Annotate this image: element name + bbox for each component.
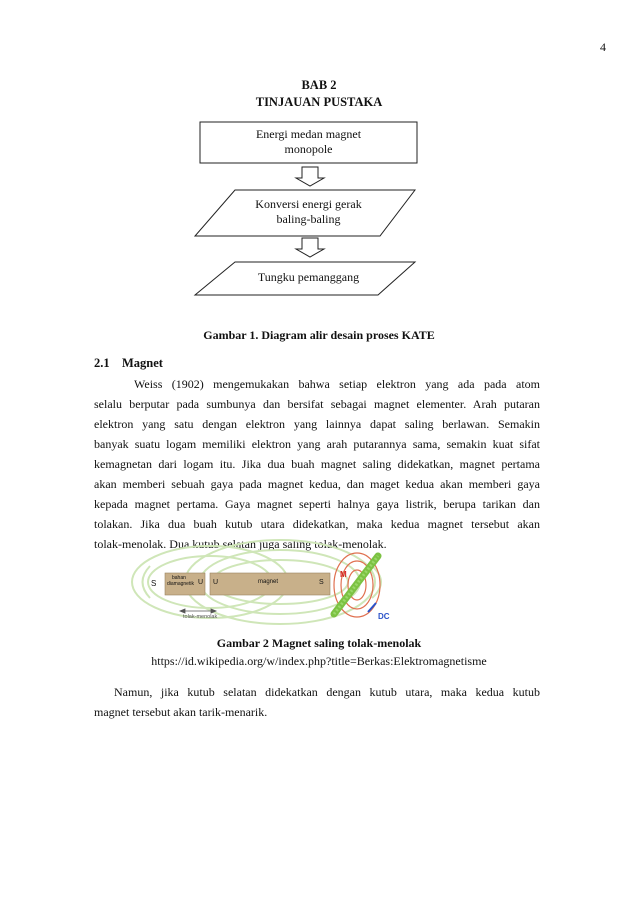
figure2-source: https://id.wikipedia.org/w/index.php?title=Berkas:Elektromagnetisme [151, 654, 487, 668]
paragraph-line: elektron yang satu dengan elektron yang lainnya dapat saling berlawan. Semakin [94, 417, 540, 431]
arrow-label: tolak-menolak [183, 614, 218, 620]
coil-label-m: M [340, 570, 347, 579]
chapter-label: BAB 2 [301, 78, 337, 92]
chapter-title: TINJAUAN PUSTAKA [255, 95, 383, 109]
paragraph-line: tolakan. Jika dua buah kutub utara didekatkan, maka kedua magnet tersebut akan [94, 517, 540, 531]
paragraph-line: akan memberi sebuah gaya pada magnet kedua, dan maget kedua akan memberi gaya [94, 477, 540, 491]
page-number: 4 [600, 40, 606, 54]
paragraph-line: banyak suatu logam memiliki elektron yang arah putarannya sama, semakin kuat sifat [94, 437, 540, 451]
paragraph-line: kemagnetan dari logam itu. Jika dua buah magnet saling didekatkan, magnet pertama [94, 457, 540, 471]
figure2-caption: Gambar 2 Magnet saling tolak-menolak [216, 636, 422, 650]
closing-line: Namun, jika kutub selatan didekatkan dengan kutub utara, maka kedua kutub [114, 685, 540, 699]
section-title: Magnet [122, 356, 163, 370]
paragraph-line: selalu berputar pada sumbunya dan bersifat sebagai magnet elementer. Arah putaran [94, 397, 540, 411]
coil-label-dc: DC [378, 612, 390, 621]
magnet-right-label: magnet [258, 579, 279, 585]
step1-line2: monopole [284, 142, 333, 156]
step2-line1: Konversi energi gerak [255, 197, 362, 211]
pole-label: U [213, 579, 219, 586]
pole-label: S [319, 579, 324, 586]
figure1-caption: Gambar 1. Diagram alir desain proses KATE [203, 328, 435, 342]
pole-label: S [151, 579, 157, 588]
step1-line1: Energi medan magnet [255, 127, 362, 141]
pole-label: U [198, 579, 204, 586]
magnet-left-label-2: diamagnetik [167, 581, 194, 587]
step2-line2: baling-baling [276, 212, 341, 226]
paragraph-line: Weiss (1902) mengemukakan bahwa setiap elektron yang ada pada atom [134, 377, 540, 391]
paragraph-line: tolak-menolak. Dua kutub selatan juga saling tolak-menolak. [94, 537, 387, 551]
arrow-icon [180, 609, 216, 613]
magnet-left-label-1: bahan [172, 575, 186, 581]
paragraph-line: kepada magnet pertama. Gaya magnet seperti halnya gaya listrik, berupa tarikan dan [94, 497, 540, 511]
closing-line: magnet tersebut akan tarik-menarik. [94, 705, 268, 719]
step3-label: Tungku pemanggang [257, 270, 360, 284]
section-number: 2.1 [94, 356, 110, 370]
